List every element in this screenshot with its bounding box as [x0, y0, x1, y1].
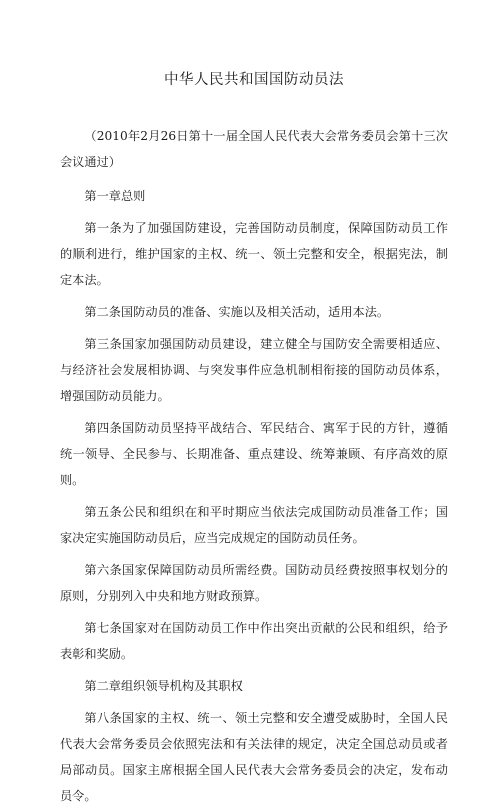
document-title: 中华人民共和国国防动员法 [164, 72, 344, 88]
article-3: 第三条国家加强国防动员建设，建立健全与国防安全需要相适应、与经济社会发展相协调、与突发事件应急机制相衔接的国防动员体系，增强国防动员能力。 [60, 337, 448, 403]
adoption-note: （2010年2月26日第十一届全国人民代表大会常务委员会第十三次会议通过） [60, 129, 448, 169]
chapter-heading-2: 第二章组织领导机构及其职权 [84, 679, 243, 693]
article-1: 第一条为了加强国防建设，完善国防动员制度，保障国防动员工作的顺利进行，维护国家的主权、统一、领土完整和安全，根据宪法，制定本法。 [60, 221, 448, 287]
article-4: 第四条国防动员坚持平战结合、军民结合、寓军于民的方针，遵循统一领导、全民参与、长期准备、重点建设、统筹兼顾、有序高效的原则。 [60, 421, 448, 487]
article-6: 第六条国家保障国防动员所需经费。国防动员经费按照事权划分的原则，分别列入中央和地方财政预算。 [60, 563, 448, 603]
article-7: 第七条国家对在国防动员工作中作出突出贡献的公民和组织，给予表彰和奖励。 [60, 621, 448, 661]
article-8: 第八条国家的主权、统一、领土完整和安全遭受威胁时，全国人民代表大会常务委员会依照宪法和有关法律的规定，决定全国总动员或者局部动员。国家主席根据全国人民代表大会常务委员会的决定，发布动员令。 [60, 711, 448, 803]
article-2: 第二条国防动员的准备、实施以及相关活动，适用本法。 [84, 305, 390, 319]
article-5: 第五条公民和组织在和平时期应当依法完成国防动员准备工作；国家决定实施国防动员后，应当完成规定的国防动员任务。 [60, 505, 448, 545]
chapter-heading-1: 第一章总则 [84, 189, 146, 203]
